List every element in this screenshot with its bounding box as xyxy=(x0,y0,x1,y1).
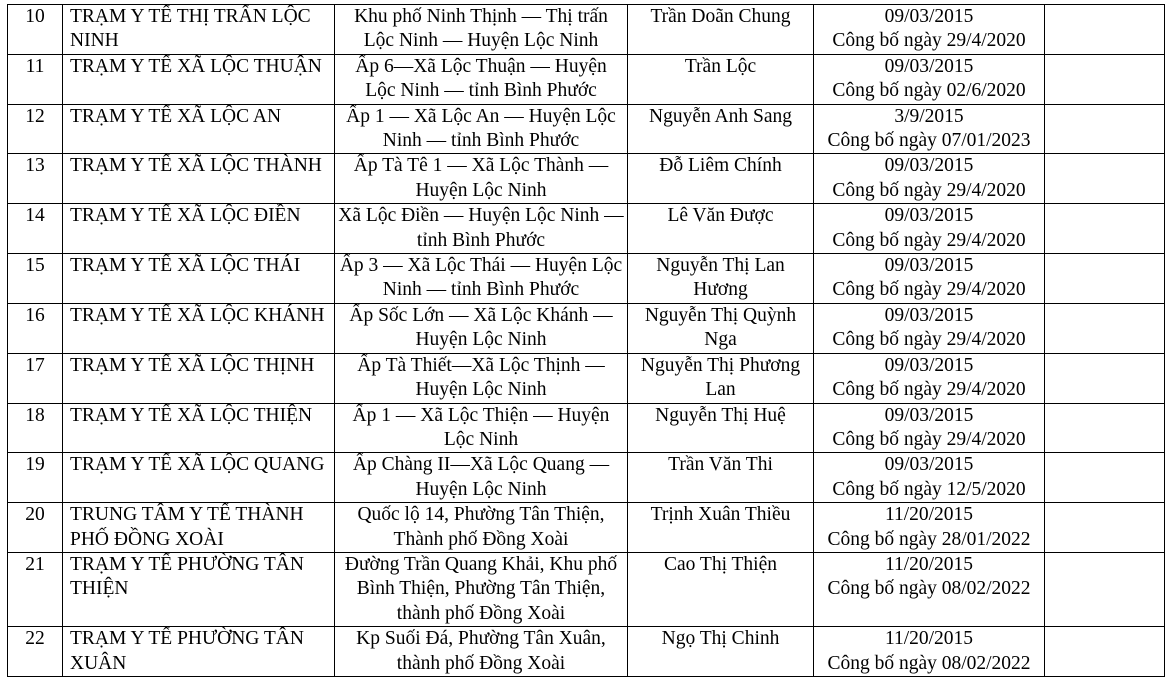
facility-name-cell: TRẠM Y TẾ THỊ TRẤN LỘC NINH xyxy=(63,5,335,55)
date-cell xyxy=(814,104,1045,154)
person-in-charge-cell: Ngọ Thị Chinh xyxy=(628,627,814,677)
announcement-date: Công bố ngày 08/02/2022 xyxy=(827,652,1031,674)
announcement-date: Công bố ngày 08/02/2022 xyxy=(827,578,1031,600)
table-row xyxy=(8,204,1165,254)
row-number-cell: 19 xyxy=(8,453,63,503)
facility-name-cell: TRẠM Y TẾ XÃ LỘC ĐIỀN xyxy=(63,204,335,254)
facility-name-cell: TRẠM Y TẾ XÃ LỘC QUANG xyxy=(63,453,335,503)
person-in-charge-cell: Nguyễn Thị Quỳnh Nga xyxy=(628,303,814,353)
announcement-date: Công bố ngày 28/01/2022 xyxy=(827,528,1031,550)
table-row xyxy=(8,5,1165,55)
registration-date: 09/03/2015 xyxy=(884,404,974,426)
facility-name-cell: TRẠM Y TẾ XÃ LỘC THÀNH xyxy=(63,154,335,204)
row-number-cell: 21 xyxy=(8,552,63,626)
address-cell: Ấp Sốc Lớn — Xã Lộc Khánh — Huyện Lộc Ninh xyxy=(335,303,628,353)
person-in-charge-cell: Cao Thị Thiện xyxy=(628,552,814,626)
person-in-charge-cell: Nguyễn Thị Huệ xyxy=(628,403,814,453)
person-in-charge-cell: Lê Văn Được xyxy=(628,204,814,254)
date-cell xyxy=(814,503,1045,553)
date-cell xyxy=(814,154,1045,204)
facility-name-cell: TRẠM Y TẾ XÃ LỘC KHÁNH xyxy=(63,303,335,353)
address-cell: Đường Trần Quang Khải, Khu phố Bình Thiện, Phường Tân Thiện, thành phố Đồng Xoài xyxy=(335,552,628,626)
address-cell: Ấp Tà Thiết—Xã Lộc Thịnh — Huyện Lộc Ninh xyxy=(335,353,628,403)
note-cell xyxy=(1045,254,1165,304)
note-cell xyxy=(1045,5,1165,55)
table-row xyxy=(8,503,1165,553)
date-cell xyxy=(814,204,1045,254)
table-row xyxy=(8,104,1165,154)
table-row xyxy=(8,453,1165,503)
announcement-date: Công bố ngày 29/4/2020 xyxy=(832,30,1026,52)
table-row xyxy=(8,154,1165,204)
table-body xyxy=(8,5,1165,677)
announcement-date: Công bố ngày 29/4/2020 xyxy=(832,179,1026,201)
facility-name-cell: TRẠM Y TẾ PHƯỜNG TÂN XUÂN xyxy=(63,627,335,677)
facility-name-cell: TRẠM Y TẾ XÃ LỘC THÁI xyxy=(63,254,335,304)
table-row xyxy=(8,54,1165,104)
facility-name-cell: TRẠM Y TẾ XÃ LỘC THỊNH xyxy=(63,353,335,403)
date-cell xyxy=(814,353,1045,403)
facility-name-cell: TRẠM Y TẾ XÃ LỘC AN xyxy=(63,104,335,154)
address-cell: Khu phố Ninh Thịnh — Thị trấn Lộc Ninh — Huyện Lộc Ninh xyxy=(335,5,628,55)
row-number-cell: 22 xyxy=(8,627,63,677)
table-row xyxy=(8,254,1165,304)
registration-date: 09/03/2015 xyxy=(884,354,974,376)
registration-date: 11/20/2015 xyxy=(884,553,974,575)
note-cell xyxy=(1045,627,1165,677)
address-cell: Ấp Tà Tê 1 — Xã Lộc Thành — Huyện Lộc Ninh xyxy=(335,154,628,204)
table-row xyxy=(8,353,1165,403)
note-cell xyxy=(1045,552,1165,626)
note-cell xyxy=(1045,353,1165,403)
announcement-date: Công bố ngày 02/6/2020 xyxy=(832,80,1026,102)
registration-date: 11/20/2015 xyxy=(884,504,974,526)
announcement-date: Công bố ngày 29/4/2020 xyxy=(832,229,1026,251)
person-in-charge-cell: Nguyễn Anh Sang xyxy=(628,104,814,154)
note-cell xyxy=(1045,453,1165,503)
announcement-date: Công bố ngày 07/01/2023 xyxy=(827,130,1031,152)
row-number-cell: 14 xyxy=(8,204,63,254)
row-number-cell: 16 xyxy=(8,303,63,353)
announcement-date: Công bố ngày 29/4/2020 xyxy=(832,279,1026,301)
registration-date: 09/03/2015 xyxy=(884,155,974,177)
table-row xyxy=(8,552,1165,626)
table-row xyxy=(8,627,1165,677)
row-number-cell: 13 xyxy=(8,154,63,204)
row-number-cell: 11 xyxy=(8,54,63,104)
table-row xyxy=(8,303,1165,353)
date-cell xyxy=(814,303,1045,353)
registration-date: 11/20/2015 xyxy=(884,628,974,650)
registration-date: 09/03/2015 xyxy=(884,304,974,326)
announcement-date: Công bố ngày 29/4/2020 xyxy=(832,379,1026,401)
row-number-cell: 18 xyxy=(8,403,63,453)
person-in-charge-cell: Trần Lộc xyxy=(628,54,814,104)
announcement-date: Công bố ngày 12/5/2020 xyxy=(832,478,1026,500)
registration-date: 09/03/2015 xyxy=(884,6,974,27)
table-row xyxy=(8,403,1165,453)
note-cell xyxy=(1045,204,1165,254)
note-cell xyxy=(1045,104,1165,154)
row-number-cell: 20 xyxy=(8,503,63,553)
date-cell xyxy=(814,552,1045,626)
registration-date: 09/03/2015 xyxy=(884,255,974,277)
address-cell: Xã Lộc Điền — Huyện Lộc Ninh — tỉnh Bình Phước xyxy=(335,204,628,254)
person-in-charge-cell: Trần Doãn Chung xyxy=(628,5,814,55)
address-cell: Quốc lộ 14, Phường Tân Thiện, Thành phố Đồng Xoài xyxy=(335,503,628,553)
row-number-cell: 17 xyxy=(8,353,63,403)
address-cell: Ấp 3 — Xã Lộc Thái — Huyện Lộc Ninh — tỉnh Bình Phước xyxy=(335,254,628,304)
facility-name-cell: TRUNG TÂM Y TẾ THÀNH PHỐ ĐỒNG XOÀI xyxy=(63,503,335,553)
person-in-charge-cell: Trần Văn Thi xyxy=(628,453,814,503)
date-cell xyxy=(814,54,1045,104)
announcement-date: Công bố ngày 29/4/2020 xyxy=(832,428,1026,450)
note-cell xyxy=(1045,503,1165,553)
registration-date: 09/03/2015 xyxy=(884,55,974,77)
registration-date: 3/9/2015 xyxy=(894,105,964,127)
facility-name-cell: TRẠM Y TẾ PHƯỜNG TÂN THIỆN xyxy=(63,552,335,626)
date-cell xyxy=(814,403,1045,453)
date-cell xyxy=(814,5,1045,55)
address-cell: Ấp 1 — Xã Lộc An — Huyện Lộc Ninh — tỉnh Bình Phước xyxy=(335,104,628,154)
row-number-cell: 10 xyxy=(8,5,63,55)
note-cell xyxy=(1045,54,1165,104)
facility-name-cell: TRẠM Y TẾ XÃ LỘC THIỆN xyxy=(63,403,335,453)
note-cell xyxy=(1045,303,1165,353)
address-cell: Ấp 6—Xã Lộc Thuận — Huyện Lộc Ninh — tỉnh Bình Phước xyxy=(335,54,628,104)
person-in-charge-cell: Nguyễn Thị Lan Hương xyxy=(628,254,814,304)
date-cell xyxy=(814,254,1045,304)
row-number-cell: 15 xyxy=(8,254,63,304)
address-cell: Ấp Chàng II—Xã Lộc Quang — Huyện Lộc Ninh xyxy=(335,453,628,503)
row-number-cell: 12 xyxy=(8,104,63,154)
announcement-date: Công bố ngày 29/4/2020 xyxy=(832,329,1026,351)
registration-date: 09/03/2015 xyxy=(884,205,974,227)
note-cell xyxy=(1045,403,1165,453)
registration-date: 09/03/2015 xyxy=(884,454,974,476)
facility-table xyxy=(7,4,1165,677)
date-cell xyxy=(814,627,1045,677)
person-in-charge-cell: Trịnh Xuân Thiều xyxy=(628,503,814,553)
facility-name-cell: TRẠM Y TẾ XÃ LỘC THUẬN xyxy=(63,54,335,104)
person-in-charge-cell: Nguyễn Thị Phương Lan xyxy=(628,353,814,403)
note-cell xyxy=(1045,154,1165,204)
person-in-charge-cell: Đỗ Liêm Chính xyxy=(628,154,814,204)
date-cell xyxy=(814,453,1045,503)
address-cell: Kp Suối Đá, Phường Tân Xuân, thành phố Đồng Xoài xyxy=(335,627,628,677)
address-cell: Ấp 1 — Xã Lộc Thiện — Huyện Lộc Ninh xyxy=(335,403,628,453)
